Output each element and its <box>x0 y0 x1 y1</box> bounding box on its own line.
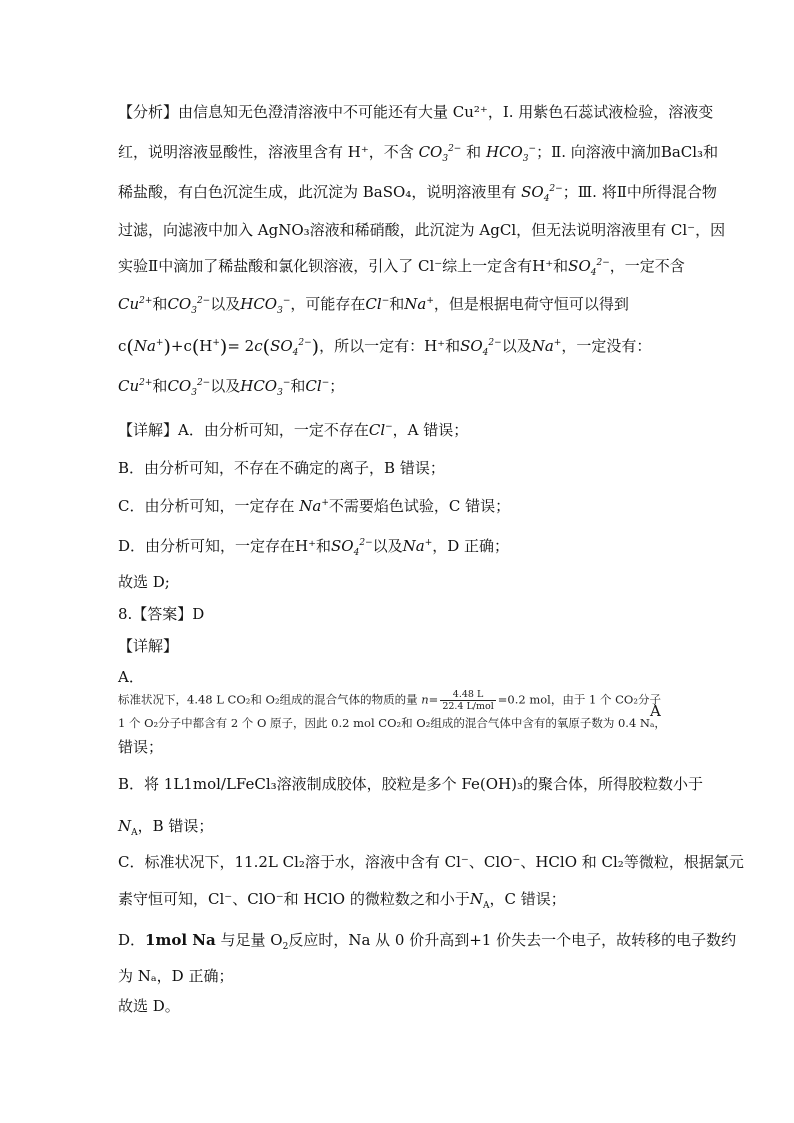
analysis-line-1: 【分析】由信息知无色澄清溶液中不可能还有大量 Cu²⁺，Ⅰ. 用紫色石蕊试液检验，溶液变 <box>118 103 714 121</box>
fraction: $\frac{4.48 L}{\text{22.4 L/mol}}$ <box>442 689 494 712</box>
ion-hco3: $HCO_3^-$ <box>485 143 537 164</box>
analysis-line-2: 红，说明溶液显酸性，溶液里含有 H⁺，不含 $CO_3^{2-}$ 和 $HCO_3^-$；Ⅱ. 向溶液中滴加BaCl₃和 <box>118 143 719 164</box>
q8-b-line-2: $N_A$，B 错误； <box>118 817 214 838</box>
q8-d-line-2: 为 Nₐ，D 正确； <box>118 967 234 985</box>
detail-conclusion: 故选 D; <box>118 573 170 591</box>
q8-detail-heading: 【详解】 <box>118 637 179 655</box>
q8-answer: 8.【答案】D <box>118 605 205 623</box>
q8-a-label: A． <box>118 668 144 686</box>
q8-a-suffix: A <box>650 702 661 720</box>
analysis-line-4: 过滤，向滤液中加入 AgNO₃溶液和稀硝酸，此沉淀为 AgCl，但无法说明溶液里有 Cl⁻，因 <box>118 221 726 239</box>
ion-so4: $SO_4^{2-}$ <box>521 183 563 204</box>
q8-b-line-1: B．将 1L1mol/LFeCl₃溶液制成胶体，胶粒是多个 Fe(OH)₃的聚合体，所得胶粒数小于 <box>118 775 703 793</box>
detail-c: C．由分析可知，一定存在 Na+不需要焰色试验，C 错误； <box>118 497 511 515</box>
q8-c-line-1: C．标准状况下，11.2L Cl₂溶于水，溶液中含有 Cl⁻、ClO⁻、HClO 和 Cl₂等微粒，根据氯元 <box>118 853 744 871</box>
ion-co3: $CO_3^{2-}$ <box>418 143 462 164</box>
analysis-line-5: 实验Ⅱ中滴加了稀盐酸和氯化钡溶液，引入了 Cl⁻综上一定含有H⁺和$SO_4^{2-}$，一定不含 <box>118 257 685 278</box>
detail-d: D．由分析可知，一定存在H⁺和$SO_4^{2-}$以及Na+，D 正确； <box>118 537 510 558</box>
q8-c-line-2: 素守恒可知，Cl⁻、ClO⁻和 HClO 的微粒数之和小于$N_A$，C 错误； <box>118 890 566 911</box>
analysis-line-3: 稀盐酸，有白色沉淀生成，此沉淀为 BaSO₄，说明溶液里有 $SO_4^{2-}$；Ⅲ. 将Ⅱ中所得混合物 <box>118 183 717 204</box>
q8-d-line-1: D．1mol Na 与足量 $O_2$反应时，Na 从 0 价升高到+1 价失去一个电子，故转移的电子数约 <box>118 931 737 952</box>
q8-a-small-line-1: 标准状况下，4.48 L CO₂和 O₂组成的混合气体的物质的量 n= $\frac{4.48 L}{\text{22.4 L/mol}}$ =0.2 mol，由于 1 个 CO₂分子 <box>118 689 661 712</box>
detail-a: 【详解】A．由分析可知，一定不存在Cl−，A 错误； <box>118 421 469 439</box>
analysis-line-7-charge-balance: $c(Na^+)+c(H^+)= 2c(SO_4^{2-})$，所以一定有：H⁺和$SO_4^{2-}$以及Na+，一定没有： <box>118 336 652 358</box>
q8-a-small-line-2: 1 个 O₂分子中都含有 2 个 O 原子，因此 0.2 mol CO₂和 O₂组成的混合气体中含有的氧原子数为 0.4 Nₐ， <box>118 716 666 730</box>
analysis-line-8: $Cu^{2+}$和$CO_3^{2-}$以及$HCO_3^-$和Cl−； <box>118 377 345 398</box>
detail-b: B．由分析可知，不存在不确定的离子，B 错误； <box>118 459 445 477</box>
analysis-line-6: $Cu^{2+}$和$CO_3^{2-}$以及$HCO_3^-$，可能存在Cl−和Na+，但是根据电荷守恒可以得到 <box>118 295 629 316</box>
q8-a-end: 错误； <box>118 738 164 756</box>
q8-conclusion: 故选 D。 <box>118 997 180 1015</box>
